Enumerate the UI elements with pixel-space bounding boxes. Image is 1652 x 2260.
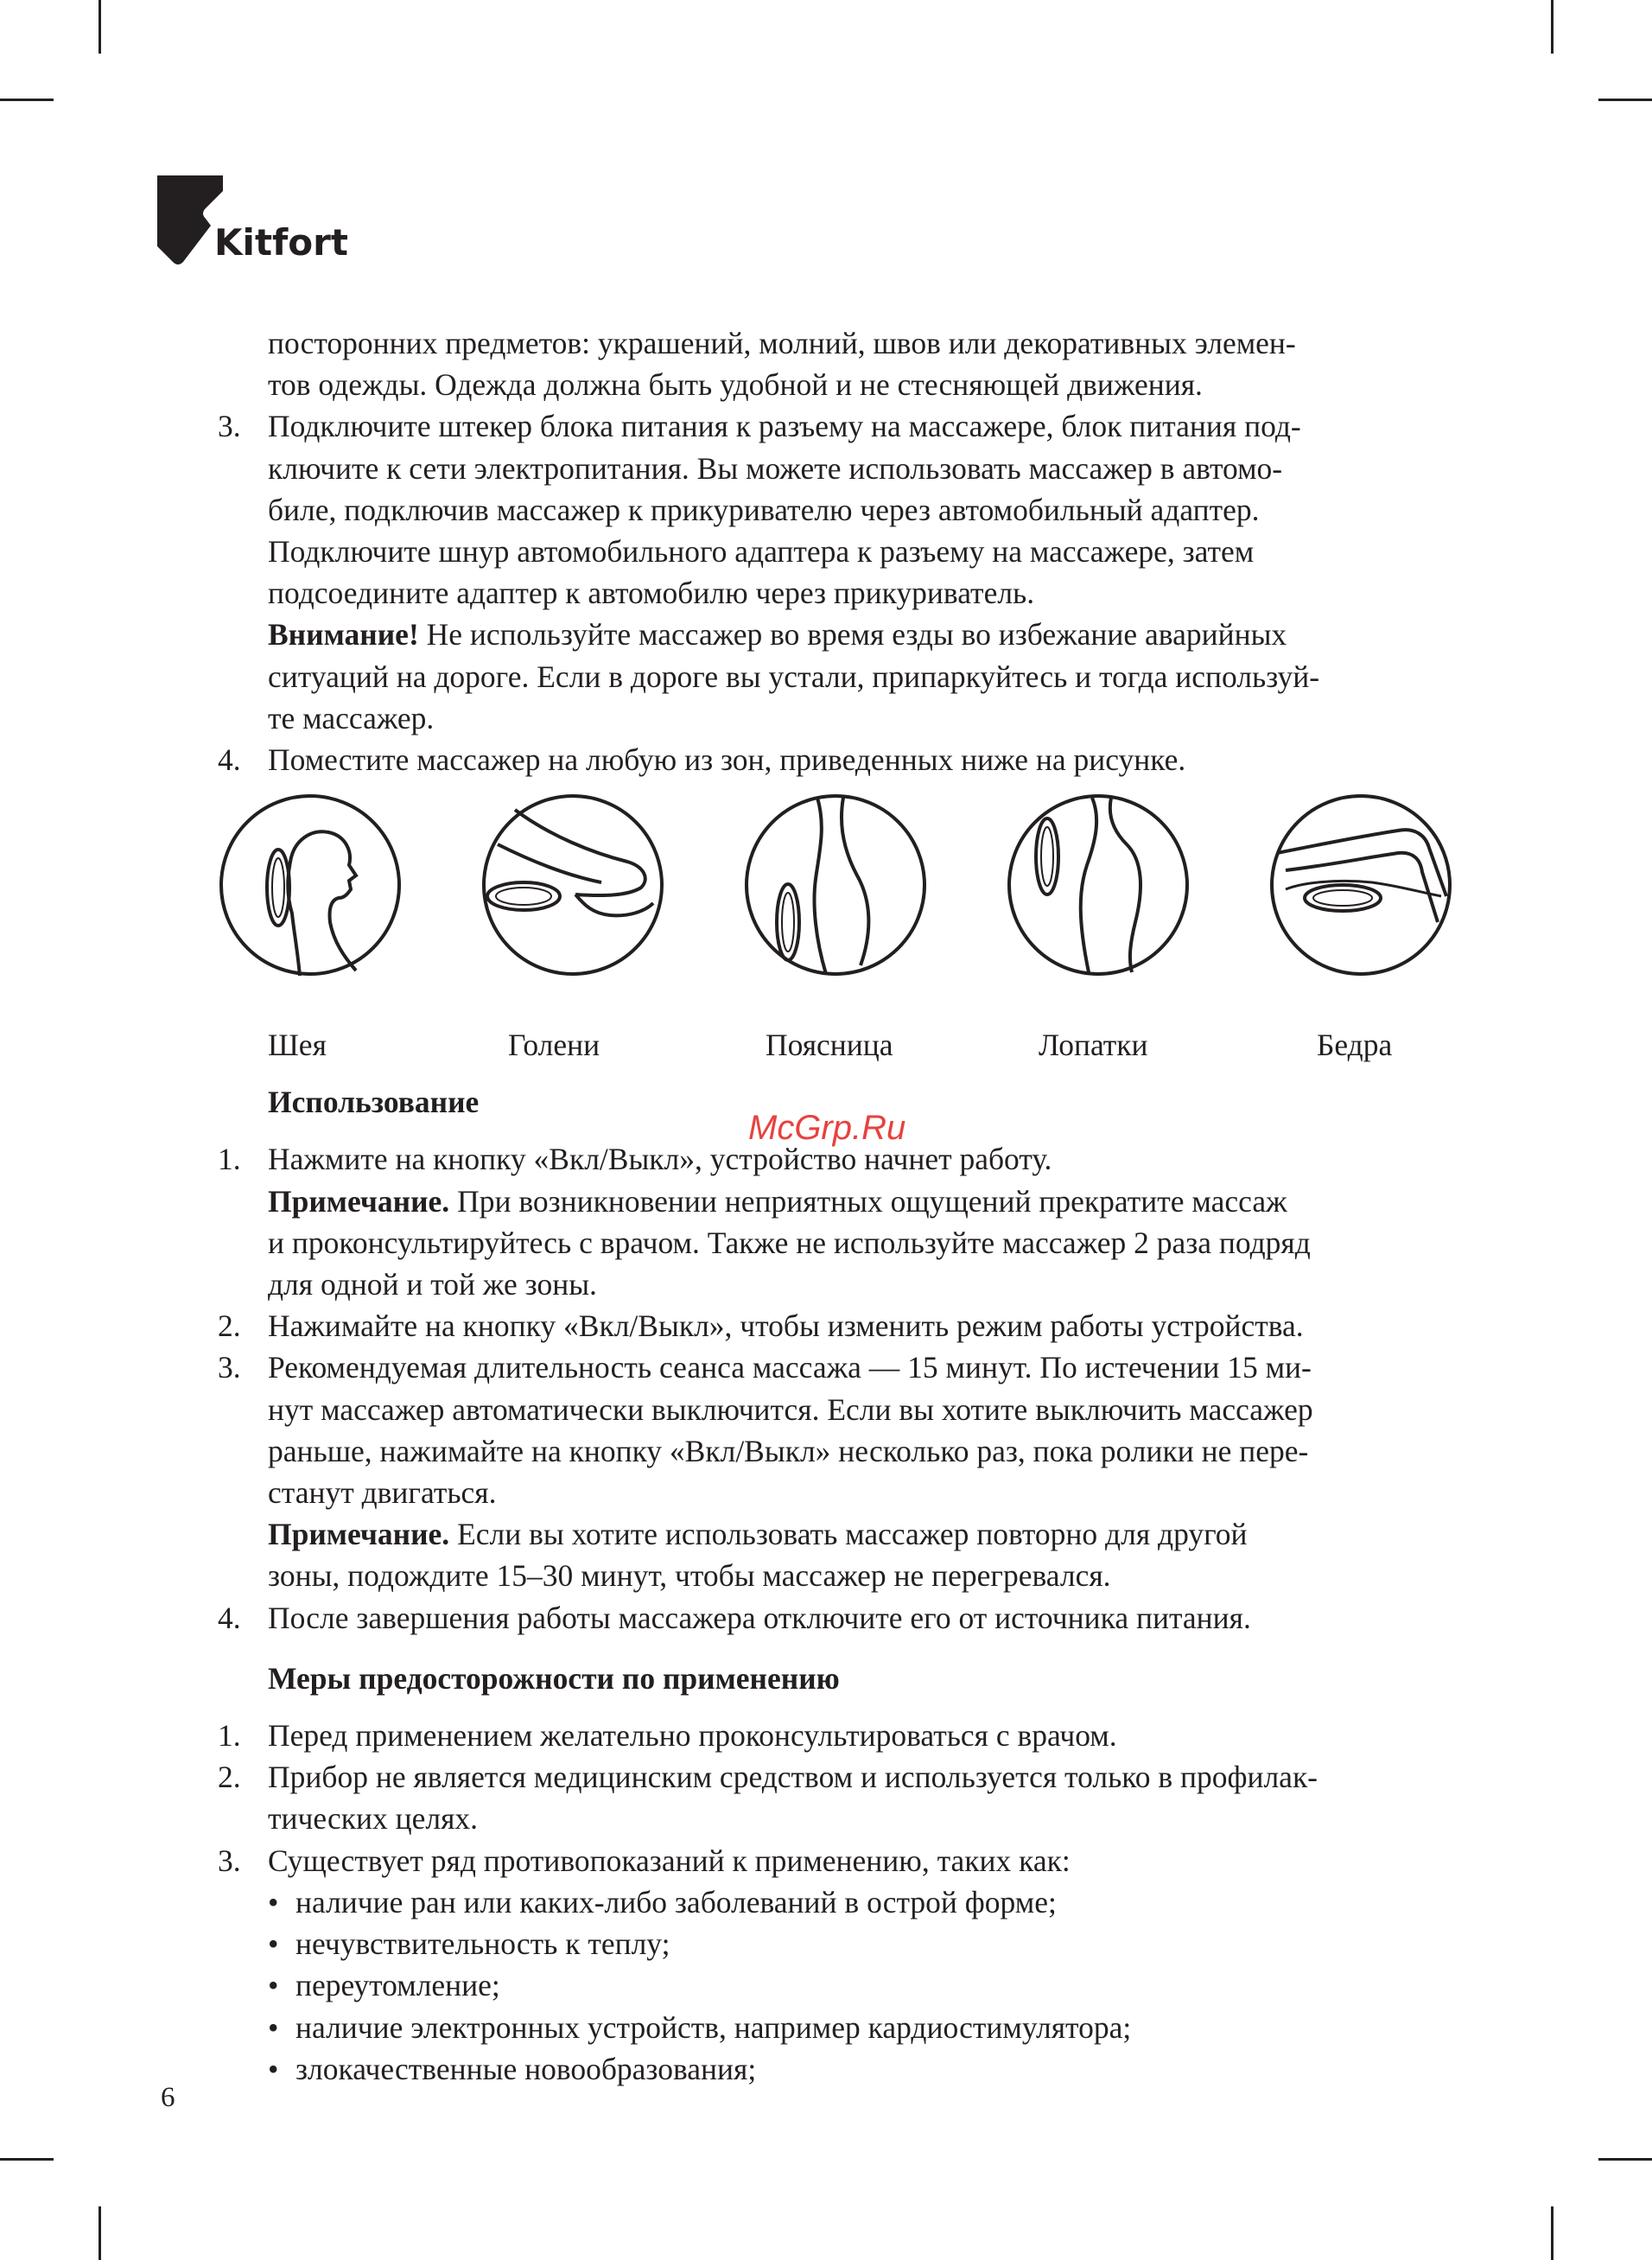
list-number: 1. [218, 1142, 241, 1177]
list-text: Перед применением желательно проконсультироваться с врачом. [268, 1718, 1117, 1754]
warning-text: Не используйте массажер во время езды во избежание аварийных [418, 617, 1287, 653]
list-item [218, 1346, 1462, 1388]
note-line: зоны, подождите 15–30 минут, чтобы массажер не перегревался. [268, 1558, 1111, 1594]
zone-label-shoulder-blades: Лопатки [1039, 1028, 1148, 1063]
intro-line: посторонних предметов: украшений, молний, швов или декоративных элемен- [268, 326, 1296, 360]
note-label: Примечание. [268, 1183, 450, 1219]
warning-line: ситуаций на дороге. Если в дороге вы устали, припаркуйтесь и тогда используй- [268, 659, 1320, 694]
list-text: Рекомендуемая длительность сеанса массажа — 15 минут. По истечении 15 ми- [268, 1350, 1312, 1385]
list-text: Прибор не является медицинским средством и используется только в профилак- [268, 1760, 1318, 1795]
zone-label-shins: Голени [508, 1028, 600, 1063]
bullet-text: наличие ран или каких-либо заболеваний в острой форме; [295, 1884, 1057, 1919]
bullet-item [218, 1923, 1462, 1964]
list-item [218, 1756, 1462, 1798]
warning-label: Внимание! [268, 617, 419, 653]
warning-line: те массажер. [268, 700, 435, 735]
lower-back-zone-icon [743, 793, 928, 977]
bullet-text: переутомление; [295, 1968, 500, 2003]
list-number: 2. [218, 1760, 241, 1795]
list-text: Существует ряд противопоказаний к применению, таких как: [268, 1843, 1071, 1878]
note-line: для одной и той же зоны. [268, 1267, 597, 1302]
list-number: 2. [218, 1308, 241, 1344]
list-text: Подключите шнур автомобильного адаптера к разъему на массажере, затем [268, 534, 1255, 570]
crop-mark [98, 2206, 101, 2260]
crop-mark [1598, 99, 1652, 101]
bullet-icon: • [268, 1884, 279, 1919]
shoulder-blades-zone-icon [1006, 793, 1191, 977]
zone-label-thighs: Бедра [1317, 1028, 1393, 1063]
list-item [218, 1715, 1462, 1756]
bullet-icon: • [268, 2009, 279, 2045]
bullet-item [218, 1881, 1462, 1923]
crop-mark [0, 2158, 54, 2161]
list-number: 3. [218, 409, 241, 444]
list-item [218, 1597, 1462, 1639]
bullet-text: нечувствительность к теплу; [295, 1926, 670, 1962]
note-line: и проконсультируйтесь с врачом. Также не используйте массажер 2 раза подряд [268, 1225, 1311, 1260]
crop-mark [1551, 0, 1554, 54]
note-label: Примечание. [268, 1517, 450, 1552]
page-content [218, 322, 1462, 2090]
watermark: McGrp.Ru [748, 1109, 906, 1147]
list-text: Поместите массажер на любую из зон, приведенных ниже на рисунке. [268, 742, 1186, 778]
list-text: Нажмите на кнопку «Вкл/Выкл», устройство начнет работу. [268, 1142, 1052, 1177]
list-text: биле, подключив массажер к прикуривателю через автомобильный адаптер. [268, 492, 1260, 527]
list-text: тических целях. [268, 1801, 479, 1837]
bullet-item [218, 1964, 1462, 2006]
bullet-item [218, 2048, 1462, 2090]
crop-mark [98, 0, 101, 54]
neck-zone-icon [218, 793, 403, 977]
note-text: При возникновении неприятных ощущений прекратите массаж [449, 1183, 1287, 1219]
list-item [218, 405, 1462, 447]
intro-line: тов одежды. Одежда должна быть удобной и не стесняющей движения. [268, 367, 1203, 403]
list-text: станут двигаться. [268, 1475, 497, 1511]
zone-label-lower-back: Поясница [766, 1028, 893, 1063]
precautions-heading: Меры предосторожности по применению [268, 1660, 840, 1696]
list-number: 1. [218, 1718, 241, 1754]
page-number: 6 [161, 2082, 175, 2113]
list-number: 4. [218, 742, 241, 778]
list-text: раньше, нажимайте на кнопку «Вкл/Выкл» несколько раз, пока ролики не пере- [268, 1433, 1309, 1468]
list-text: Подключите штекер блока питания к разъему на массажере, блок питания под- [268, 409, 1301, 444]
bullet-text: злокачественные новообразования; [295, 2051, 757, 2086]
list-number: 3. [218, 1350, 241, 1385]
zones-illustrations [218, 793, 1462, 1024]
warning-line [218, 614, 1462, 655]
note-text: Если вы хотите использовать массажер повторно для другой [449, 1517, 1248, 1552]
zone-label-neck: Шея [268, 1028, 327, 1063]
brand-name: Kitfort [214, 221, 348, 264]
list-item [218, 1305, 1462, 1346]
list-item [218, 739, 1462, 780]
bullet-icon: • [268, 1968, 279, 2003]
bullet-item [218, 2007, 1462, 2048]
list-text: нут массажер автоматически выключится. Если вы хотите выключить массажер [268, 1391, 1313, 1427]
shins-zone-icon [480, 793, 665, 977]
note-line [218, 1181, 1462, 1222]
bullet-icon: • [268, 1926, 279, 1962]
list-number: 3. [218, 1843, 241, 1878]
zone-captions [218, 1024, 1462, 1066]
list-text: подсоедините адаптер к автомобилю через прикуриватель. [268, 576, 1035, 611]
usage-heading: Использование [268, 1085, 480, 1120]
thighs-zone-icon [1268, 793, 1453, 977]
list-text: ключите к сети электропитания. Вы можете использовать массажер в автомо- [268, 450, 1283, 486]
list-text: После завершения работы массажера отключите его от источника питания. [268, 1600, 1251, 1635]
list-number: 4. [218, 1600, 241, 1635]
bullet-text: наличие электронных устройств, например кардиостимулятора; [295, 2009, 1132, 2045]
crop-mark [1551, 2206, 1554, 2260]
bullet-icon: • [268, 2051, 279, 2086]
crop-mark [0, 99, 54, 101]
note-line [218, 1513, 1462, 1555]
list-text: Нажимайте на кнопку «Вкл/Выкл», чтобы изменить режим работы устройства. [268, 1308, 1304, 1344]
crop-mark [1598, 2158, 1652, 2161]
list-item [218, 1840, 1462, 1881]
